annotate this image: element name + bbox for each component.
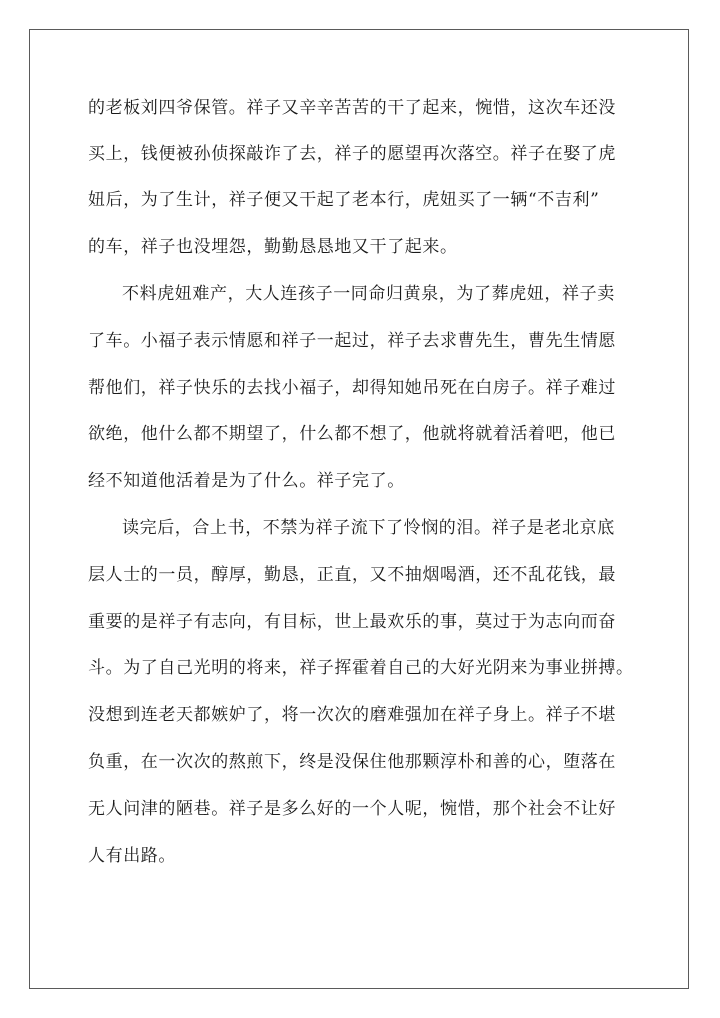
- paragraph-3-line-3: 重要的是祥子有志向，有目标，世上最欢乐的事，莫过于为志向而奋: [88, 612, 616, 632]
- paragraph-3-line-6: 负重，在一次次的熬煎下，终是没保住他那颗淳朴和善的心，堕落在: [88, 752, 616, 772]
- paragraph-3-line-8: 人有出路。: [88, 846, 176, 866]
- paragraph-2-line-2: 了车。小福子表示情愿和祥子一起过，祥子去求曹先生，曹先生情愿: [88, 331, 616, 351]
- paragraph-2-line-1: 不料虎妞难产，大人连孩子一同命归黄泉，为了葬虎妞，祥子卖: [122, 284, 615, 304]
- paragraph-3-line-2: 层人士的一员，醇厚，勤恳，正直，又不抽烟喝酒，还不乱花钱，最: [88, 565, 616, 585]
- paragraph-3-line-5: 没想到连老天都嫉妒了，将一次次的磨难强加在祥子身上。祥子不堪: [88, 705, 616, 725]
- paragraph-1-line-1: 的老板刘四爷保管。祥子又辛辛苦苦的干了起来，惋惜，这次车还没: [88, 98, 616, 118]
- paragraph-2-line-3: 帮他们，祥子快乐的去找小福子，却得知她吊死在白房子。祥子难过: [88, 378, 616, 398]
- paragraph-3-line-1: 读完后，合上书，不禁为祥子流下了怜悯的泪。祥子是老北京底: [122, 518, 615, 538]
- page-border: [29, 29, 689, 989]
- paragraph-2-line-5: 经不知道他活着是为了什么。祥子完了。: [88, 471, 405, 491]
- paragraph-1-line-3: 妞后，为了生计，祥子便又干起了老本行，虎妞买了一辆“不吉利”: [88, 190, 600, 210]
- paragraph-1-line-4: 的车，祥子也没埋怨，勤勤恳恳地又干了起来。: [88, 237, 458, 257]
- paragraph-3-line-7: 无人问津的陋巷。祥子是多么好的一个人呢，惋惜，那个社会不让好: [88, 799, 616, 819]
- paragraph-3-line-4: 斗。为了自己光明的将来，祥子挥霍着自己的大好光阴来为事业拼搏。: [88, 658, 634, 678]
- paragraph-1-line-2: 买上，钱便被孙侦探敲诈了去，祥子的愿望再次落空。祥子在娶了虎: [88, 144, 616, 164]
- paragraph-2-line-4: 欲绝，他什么都不期望了，什么都不想了，他就将就着活着吧，他已: [88, 424, 616, 444]
